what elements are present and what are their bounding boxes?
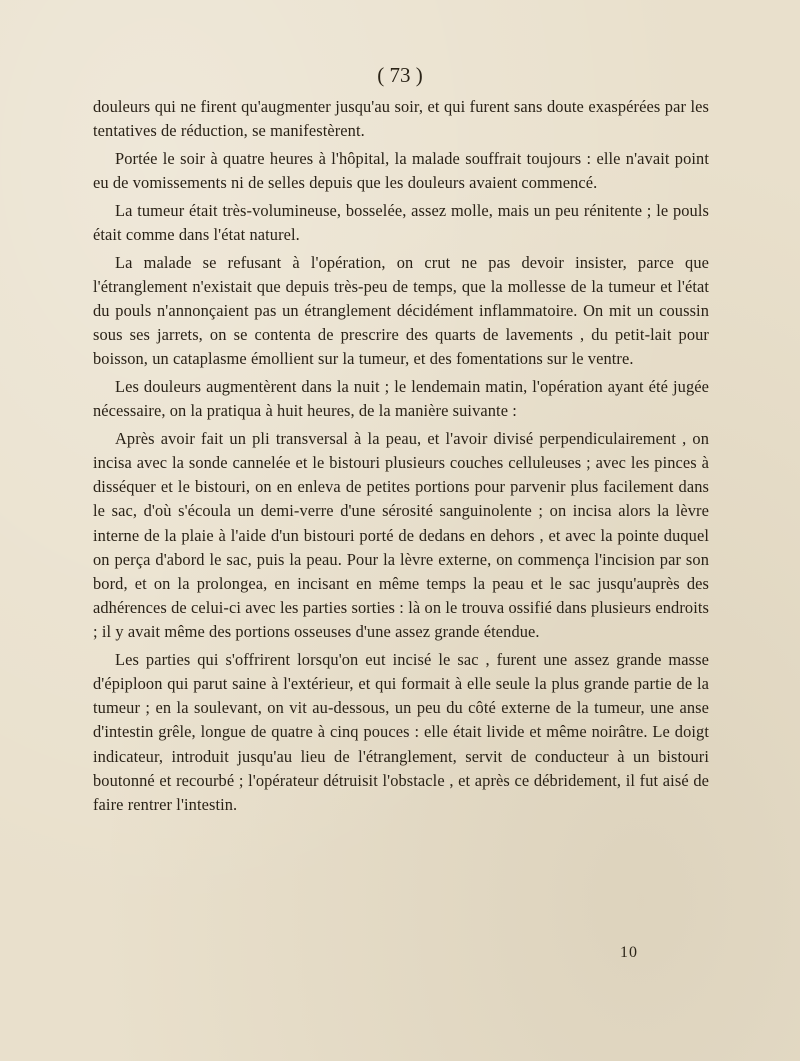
page-number: ( 73 ) xyxy=(377,63,423,87)
signature-mark: 10 xyxy=(620,944,638,961)
paragraph: Après avoir fait un pli transversal à la peau, et l'avoir divisé perpendiculairement , on incisa avec la sonde cannelée et le bistouri plusieurs couches celluleuses ; avec les pinces à disséquer et le bistouri, on en enleva de petites portions pour parvenir plus facilement dans le sac, d'où s'écoula un demi-verre d'une sérosité sanguinolente ; on incisa alors la lèvre interne de la plaie à l'aide d'un bistouri porté de dedans en dehors , et avec la pointe duquel on perça d'abord le sac, puis la peau. Pour la lèvre externe, on commença l'incision par son bord, et on la prolongea, en incisant en même temps la peau et le sac jusqu'auprès des adhérences de celui-ci avec les parties sorties : là on le trouva ossifié dans plusieurs endroits ; il y avait même des portions osseuses d'une assez grande étendue. xyxy=(93,429,709,642)
body-text xyxy=(93,95,709,821)
paragraph: La malade se refusant à l'opération, on crut ne pas devoir insister, parce que l'étranglement n'existait que depuis très-peu de temps, que la mollesse de la tumeur et l'état du pouls n'annonçaient pas un étranglement décidément inflammatoire. On mit un coussin sous ses jarrets, on se contenta de prescrire des quarts de lavements , du petit-lait pour boisson, un cataplasme émollient sur la tumeur, et des fomentations sur le ventre. xyxy=(93,252,709,369)
paragraph: douleurs qui ne firent qu'augmenter jusqu'au soir, et qui furent sans doute exaspérées par les tentatives de réduction, se manifestèrent. xyxy=(93,97,709,141)
paragraph: Portée le soir à quatre heures à l'hôpital, la malade souffrait toujours : elle n'avait point eu de vomissements ni de selles depuis que les douleurs avaient commencé. xyxy=(93,148,709,193)
paragraph: La tumeur était très-volumineuse, bosselée, assez molle, mais un peu rénitente ; le pouls était comme dans l'état naturel. xyxy=(93,200,709,244)
paragraph: Les parties qui s'offrirent lorsqu'on eut incisé le sac , furent une assez grande masse d'épiploon qui parut saine à l'extérieur, et qui formait à elle seule la plus grande partie de la tumeur ; en la soulevant, on vit au-dessous, un peu du côté externe de la tumeur, une anse d'intestin grêle, longue de quatre à cinq pouces : elle était livide et même noirâtre. Le doigt indicateur, introduit jusqu'au lieu de l'étranglement, servit de conducteur à un bistouri boutonné et recourbé ; l'opérateur détruisit l'obstacle , et après ce débridement, il fut aisé de faire rentrer l'intestin. xyxy=(93,650,709,814)
paragraph: Les douleurs augmentèrent dans la nuit ; le lendemain matin, l'opération ayant été jugée nécessaire, on la pratiqua à huit heures, de la manière suivante : xyxy=(93,377,709,421)
